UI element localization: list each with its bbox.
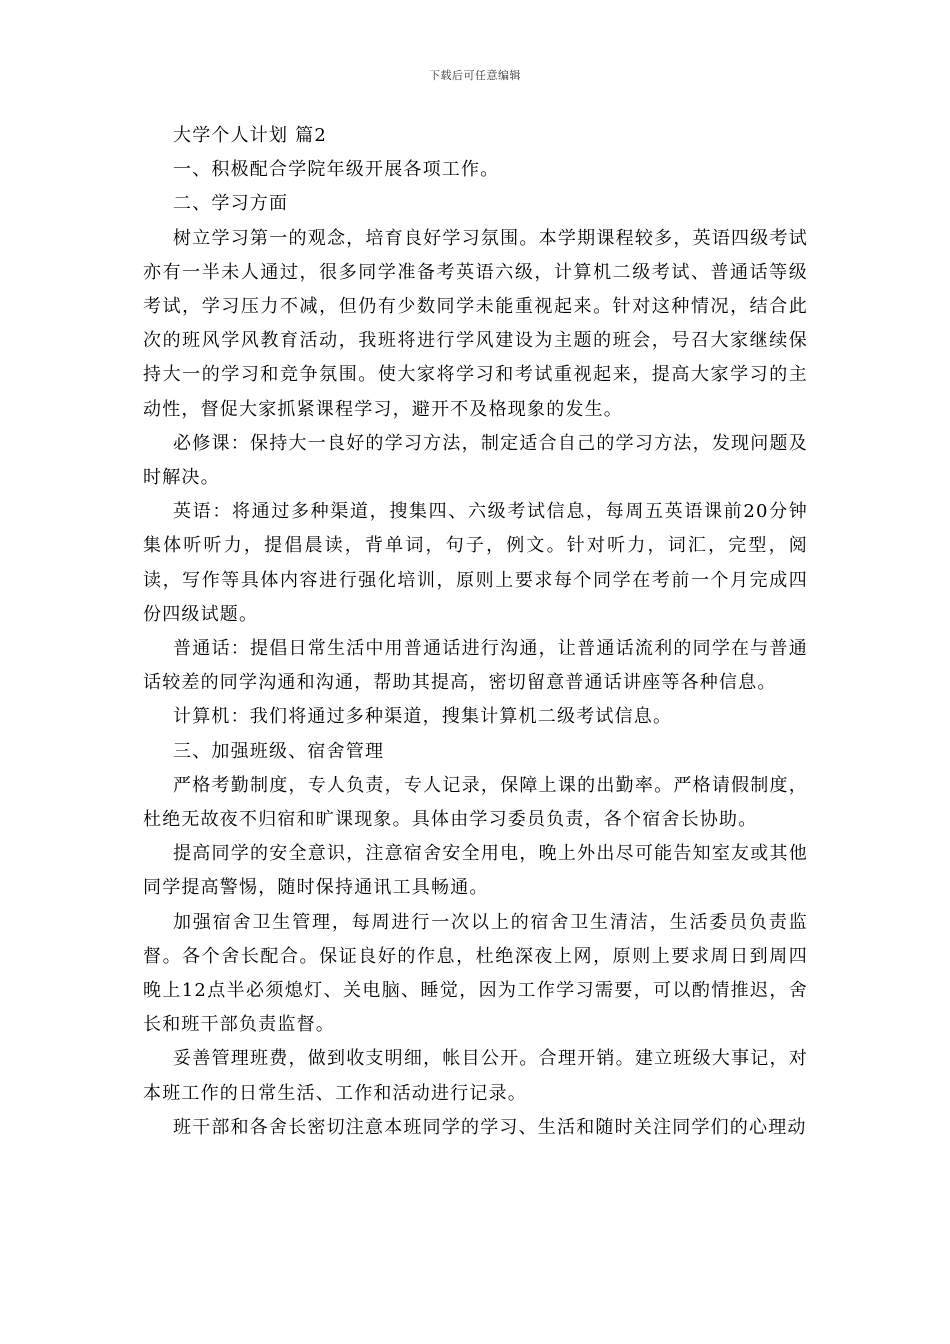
paragraph-computer: 计算机：我们将通过多种渠道，搜集计算机二级考试信息。 <box>173 706 673 728</box>
document-title: 大学个人计划 篇2 <box>173 125 327 146</box>
section-heading-3: 三、加强班级、宿舍管理 <box>173 740 385 762</box>
paragraph-study-atmosphere: 树立学习第一的观念，培育良好学习氛围。本学期课程较多，英语四级考试亦有一半未人通过，很多同学准备考英语六级，计算机二级考试、普通话等级考试，学习压力不减，但仍有少数同学未能重视起来。针对这种情况，结合此次的班风学风教育活动，我班将进行学风建设为主题的班会，号召大家继续保持大一的学习和竞争氛围。使大家将学习和考试重视起来，提高大家学习的主动性，督促大家抓紧课程学习，避开不及格现象的发生。 <box>143 227 808 420</box>
section-heading-2: 二、学习方面 <box>173 193 289 215</box>
paragraph-required-courses: 必修课：保持大一良好的学习方法，制定适合自己的学习方法，发现问题及时解决。 <box>143 432 808 489</box>
paragraph-safety: 提高同学的安全意识，注意宿舍安全用电，晚上外出尽可能告知室友或其他同学提高警惕，随时保持通讯工具畅通。 <box>143 843 808 899</box>
header-note: 下载后可任意编辑 <box>429 69 521 82</box>
section-heading-1: 一、积极配合学院年级开展各项工作。 <box>173 159 500 181</box>
paragraph-class-funds: 妥善管理班费，做到收支明细，帐目公开。合理开销。建立班级大事记，对本班工作的日常生活、工作和活动进行记录。 <box>143 1048 808 1104</box>
paragraph-attendance: 严格考勤制度，专人负责，专人记录，保障上课的出勤率。严格请假制度，杜绝无故夜不归宿和旷课现象。具体由学习委员负责，各个宿舍长协助。 <box>143 774 808 831</box>
paragraph-dorm-hygiene: 加强宿舍卫生管理，每周进行一次以上的宿舍卫生清洁，生活委员负责监督。各个舍长配合。保证良好的作息，杜绝深夜上网，原则上要求周日到周四晚上12点半必须熄灯、关电脑、睡觉，因为工作学习需要，可以酌情推迟，舍长和班干部负责监督。 <box>143 911 808 1036</box>
paragraph-mandarin: 普通话：提倡日常生活中用普通话进行沟通，让普通话流利的同学在与普通话较差的同学沟通和沟通，帮助其提高，密切留意普通话讲座等各种信息。 <box>143 638 808 694</box>
document-body <box>143 119 808 1145</box>
paragraph-english: 英语：将通过多种渠道，搜集四、六级考试信息，每周五英语课前20分钟集体听听力，提倡晨读，背单词，句子，例文。针对听力，词汇，完型，阅读，写作等具体内容进行强化培训，原则上要求每个同学在考前一个月完成四份四级试题。 <box>143 501 808 625</box>
paragraph-monitoring: 班干部和各舍长密切注意本班同学的学习、生活和随时关注同学们的心理动 <box>173 1116 807 1138</box>
